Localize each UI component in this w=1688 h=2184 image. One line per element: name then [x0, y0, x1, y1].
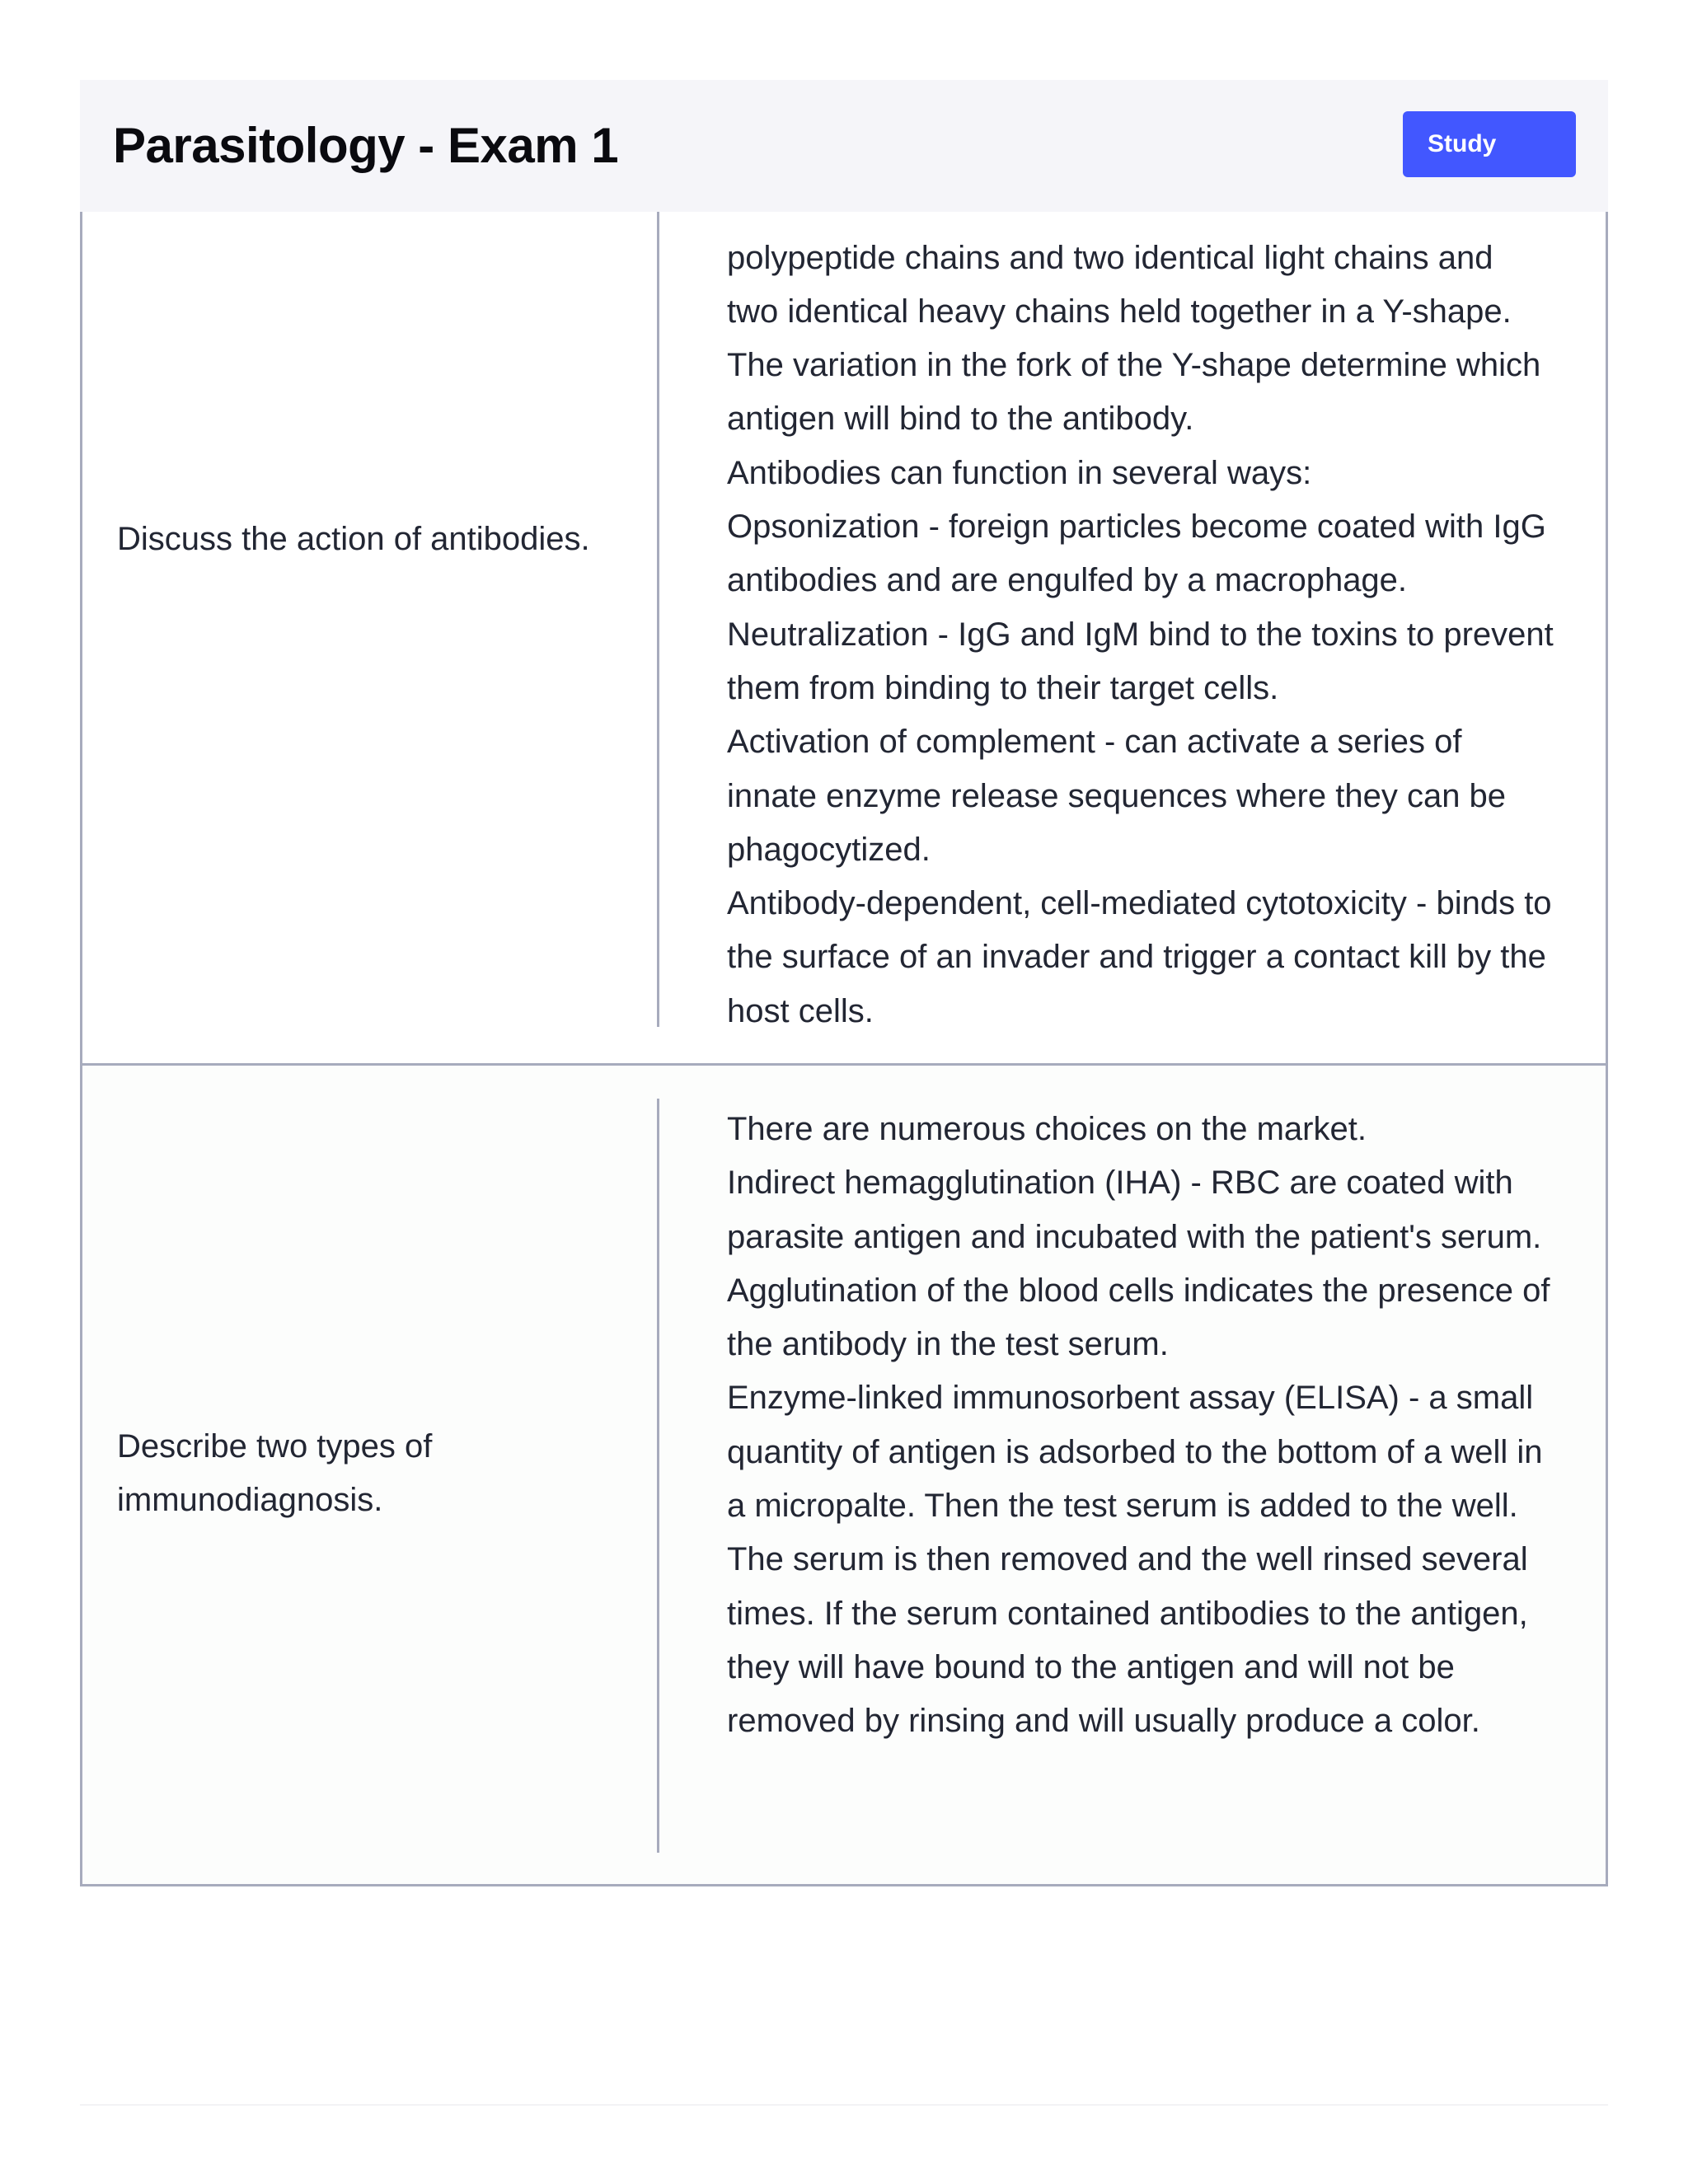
definition-line: Antibodies can function in several ways:	[727, 454, 1312, 491]
card-divider	[657, 1099, 659, 1853]
definition-line: Neutralization - IgG and IgM bind to the toxins to prevent them from binding to their target cells.	[727, 616, 1554, 706]
card-term: Describe two types of immunodiagnosis.	[117, 1428, 433, 1519]
card-term: Discuss the action of antibodies.	[117, 521, 590, 557]
card-divider	[657, 140, 659, 1027]
definition-line: Activation of complement - can activate a series of innate enzyme release sequences where they can be phagocytized.	[727, 724, 1507, 868]
page-header	[80, 80, 1608, 212]
study-button[interactable]: Study	[1403, 111, 1576, 177]
flashcard	[80, 1063, 1608, 1886]
card-definition	[727, 232, 1559, 1038]
definition-line: polypeptide chains and two identical light chains and	[727, 239, 1493, 276]
flashcard	[80, 140, 1608, 1066]
page-title: Parasitology - Exam 1	[113, 118, 619, 173]
definition-line: Indirect hemagglutination (IHA) - RBC are coated with parasite antigen and incubated with the patient's serum. Agglutination of the blood cells indicates the presence of the antibody in the test serum.	[727, 1165, 1550, 1363]
footer-divider	[80, 2104, 1608, 2106]
definition-line: There are numerous choices on the market.	[727, 1111, 1367, 1147]
definition-line: Enzyme-linked immunosorbent assay (ELISA) - a small quantity of antigen is adsorbed to the bottom of a well in a micropalte. Then the test serum is added to the well. The serum is then removed and the well rinsed several times. If the serum contained antibodies to the antigen, they will have bound to the antigen and will not be removed by rinsing and will usually produce a color.	[727, 1380, 1543, 1740]
card-definition	[727, 1103, 1559, 1749]
definition-line: two identical heavy chains held together in a Y-shape. The variation in the fork of the Y-shape determine which antigen will bind to the antibody.	[727, 293, 1541, 438]
definition-line: Antibody-dependent, cell-mediated cytotoxicity - binds to the surface of an invader and trigger a contact kill by the host cells.	[727, 885, 1552, 1029]
definition-line: Opsonization - foreign particles become coated with IgG antibodies and are engulfed by a macrophage.	[727, 509, 1546, 599]
